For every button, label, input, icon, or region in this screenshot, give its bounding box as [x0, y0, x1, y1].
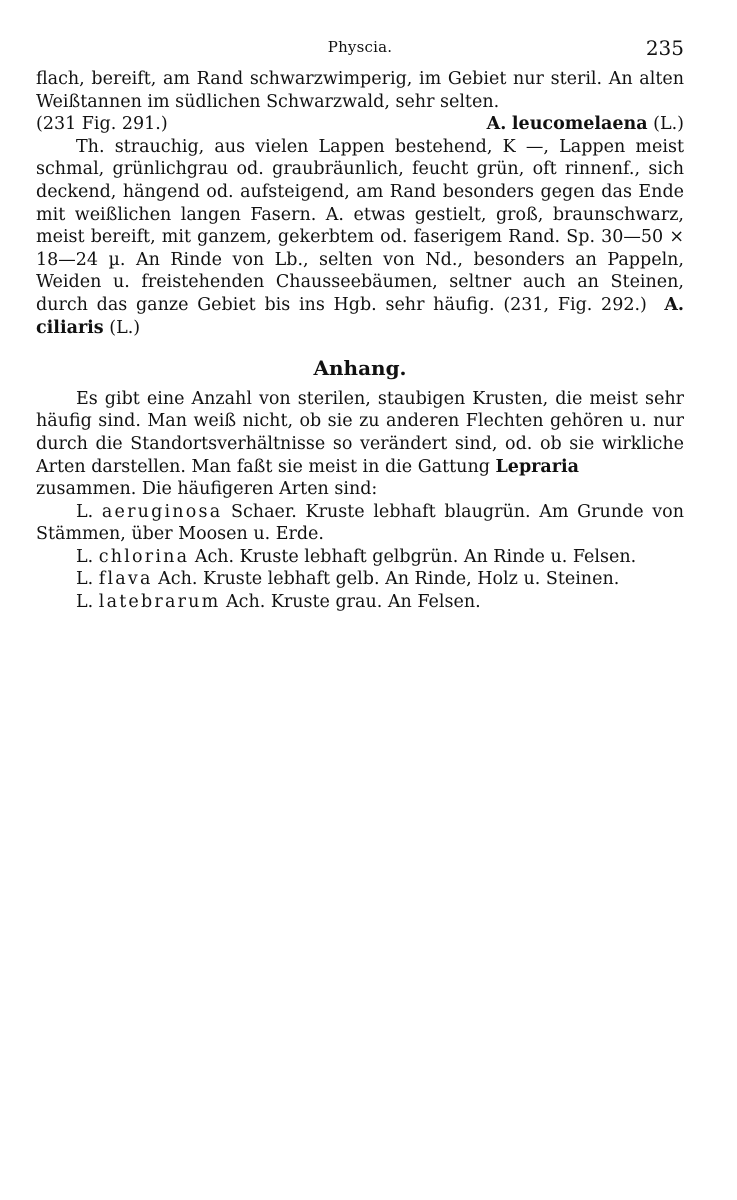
species-epithet: chlorina — [98, 546, 190, 567]
species-genus: L. — [76, 501, 94, 522]
species-genus: A. — [486, 114, 507, 135]
species-author: (L.) — [653, 114, 684, 135]
page-header — [36, 36, 684, 60]
species-genus: L. — [76, 592, 94, 613]
species-epithet: latebrarum — [98, 592, 221, 613]
page-number: 235 — [645, 36, 684, 60]
species-epithet: ciliaris — [36, 317, 104, 338]
species-epithet: flava — [98, 569, 153, 590]
body-text — [36, 68, 684, 614]
species-description: Schaer. Kruste lebhaft blaugrün. Am Grunde von Stämmen, über Moosen u. Erde. — [36, 501, 684, 545]
species-epithet: leucomelaena — [511, 114, 648, 135]
figure-reference: (231 Fig. 291.) — [36, 114, 168, 135]
genus-name: Lepraria — [495, 456, 579, 477]
species-item — [36, 546, 684, 569]
species-name — [487, 113, 684, 136]
species-epithet: aeruginosa — [101, 501, 223, 522]
species-item — [36, 568, 684, 591]
entry-leucomelaena-footer — [36, 113, 684, 136]
entry-leucomelaena-text: flach, bereift, am Rand schwarzwimperig, im Gebiet nur steril. An alten Weißtannen im südlichen Schwarzwald, sehr selten. — [36, 69, 684, 112]
species-genus: L. — [76, 546, 94, 567]
species-item — [36, 501, 684, 546]
species-description: Ach. Kruste grau. An Felsen. — [226, 592, 481, 613]
entry-ciliaris — [36, 136, 684, 339]
species-author: (L.) — [109, 317, 141, 338]
species-genus: L. — [76, 569, 94, 590]
species-item — [36, 591, 684, 614]
entry-ciliaris-text: Th. strauchig, aus vielen Lappen bestehend, K —, Lappen meist schmal, grünlichgrau od. graubräunlich, feucht grün, oft rinnenf., sich deckend, hängend od. aufsteigend, am Rand besonders gegen das Ende mit weißlichen langen Fasern. A. etwas gestielt, groß, braunschwarz, meist bereift, mit ganzem, gekerbtem od. faserigem Rand. Sp. 30—50 × 18—24 µ. An Rinde von Lb., selten von Nd., besonders an Pappeln, Weiden u. freistehenden Chausseebäumen, seltner auch an Steinen, durch das ganze Gebiet bis ins Hgb. sehr häufig. (231, Fig. 292.) — [36, 136, 684, 315]
species-genus: A. — [664, 294, 684, 315]
running-title: Physcia. — [327, 38, 393, 56]
species-description: Ach. Kruste lebhaft gelbgrün. An Rinde u. Felsen. — [194, 546, 637, 567]
species-description: Ach. Kruste lebhaft gelb. An Rinde, Holz u. Steinen. — [158, 569, 620, 590]
appendix-intro-end: zusammen. Die häufigeren Arten sind: — [36, 479, 378, 500]
appendix-intro-text: Es gibt eine Anzahl von sterilen, staubigen Krusten, die meist sehr häufig sind. Man weiß nicht, ob sie zu anderen Flechten gehören u. nur durch die Standortsverhältnisse so verändert sind, od. ob sie wirkliche Arten darstellen. Man faßt sie meist in die Gattung — [36, 388, 684, 477]
section-heading: Anhang. — [313, 356, 407, 381]
appendix-intro — [36, 388, 684, 501]
